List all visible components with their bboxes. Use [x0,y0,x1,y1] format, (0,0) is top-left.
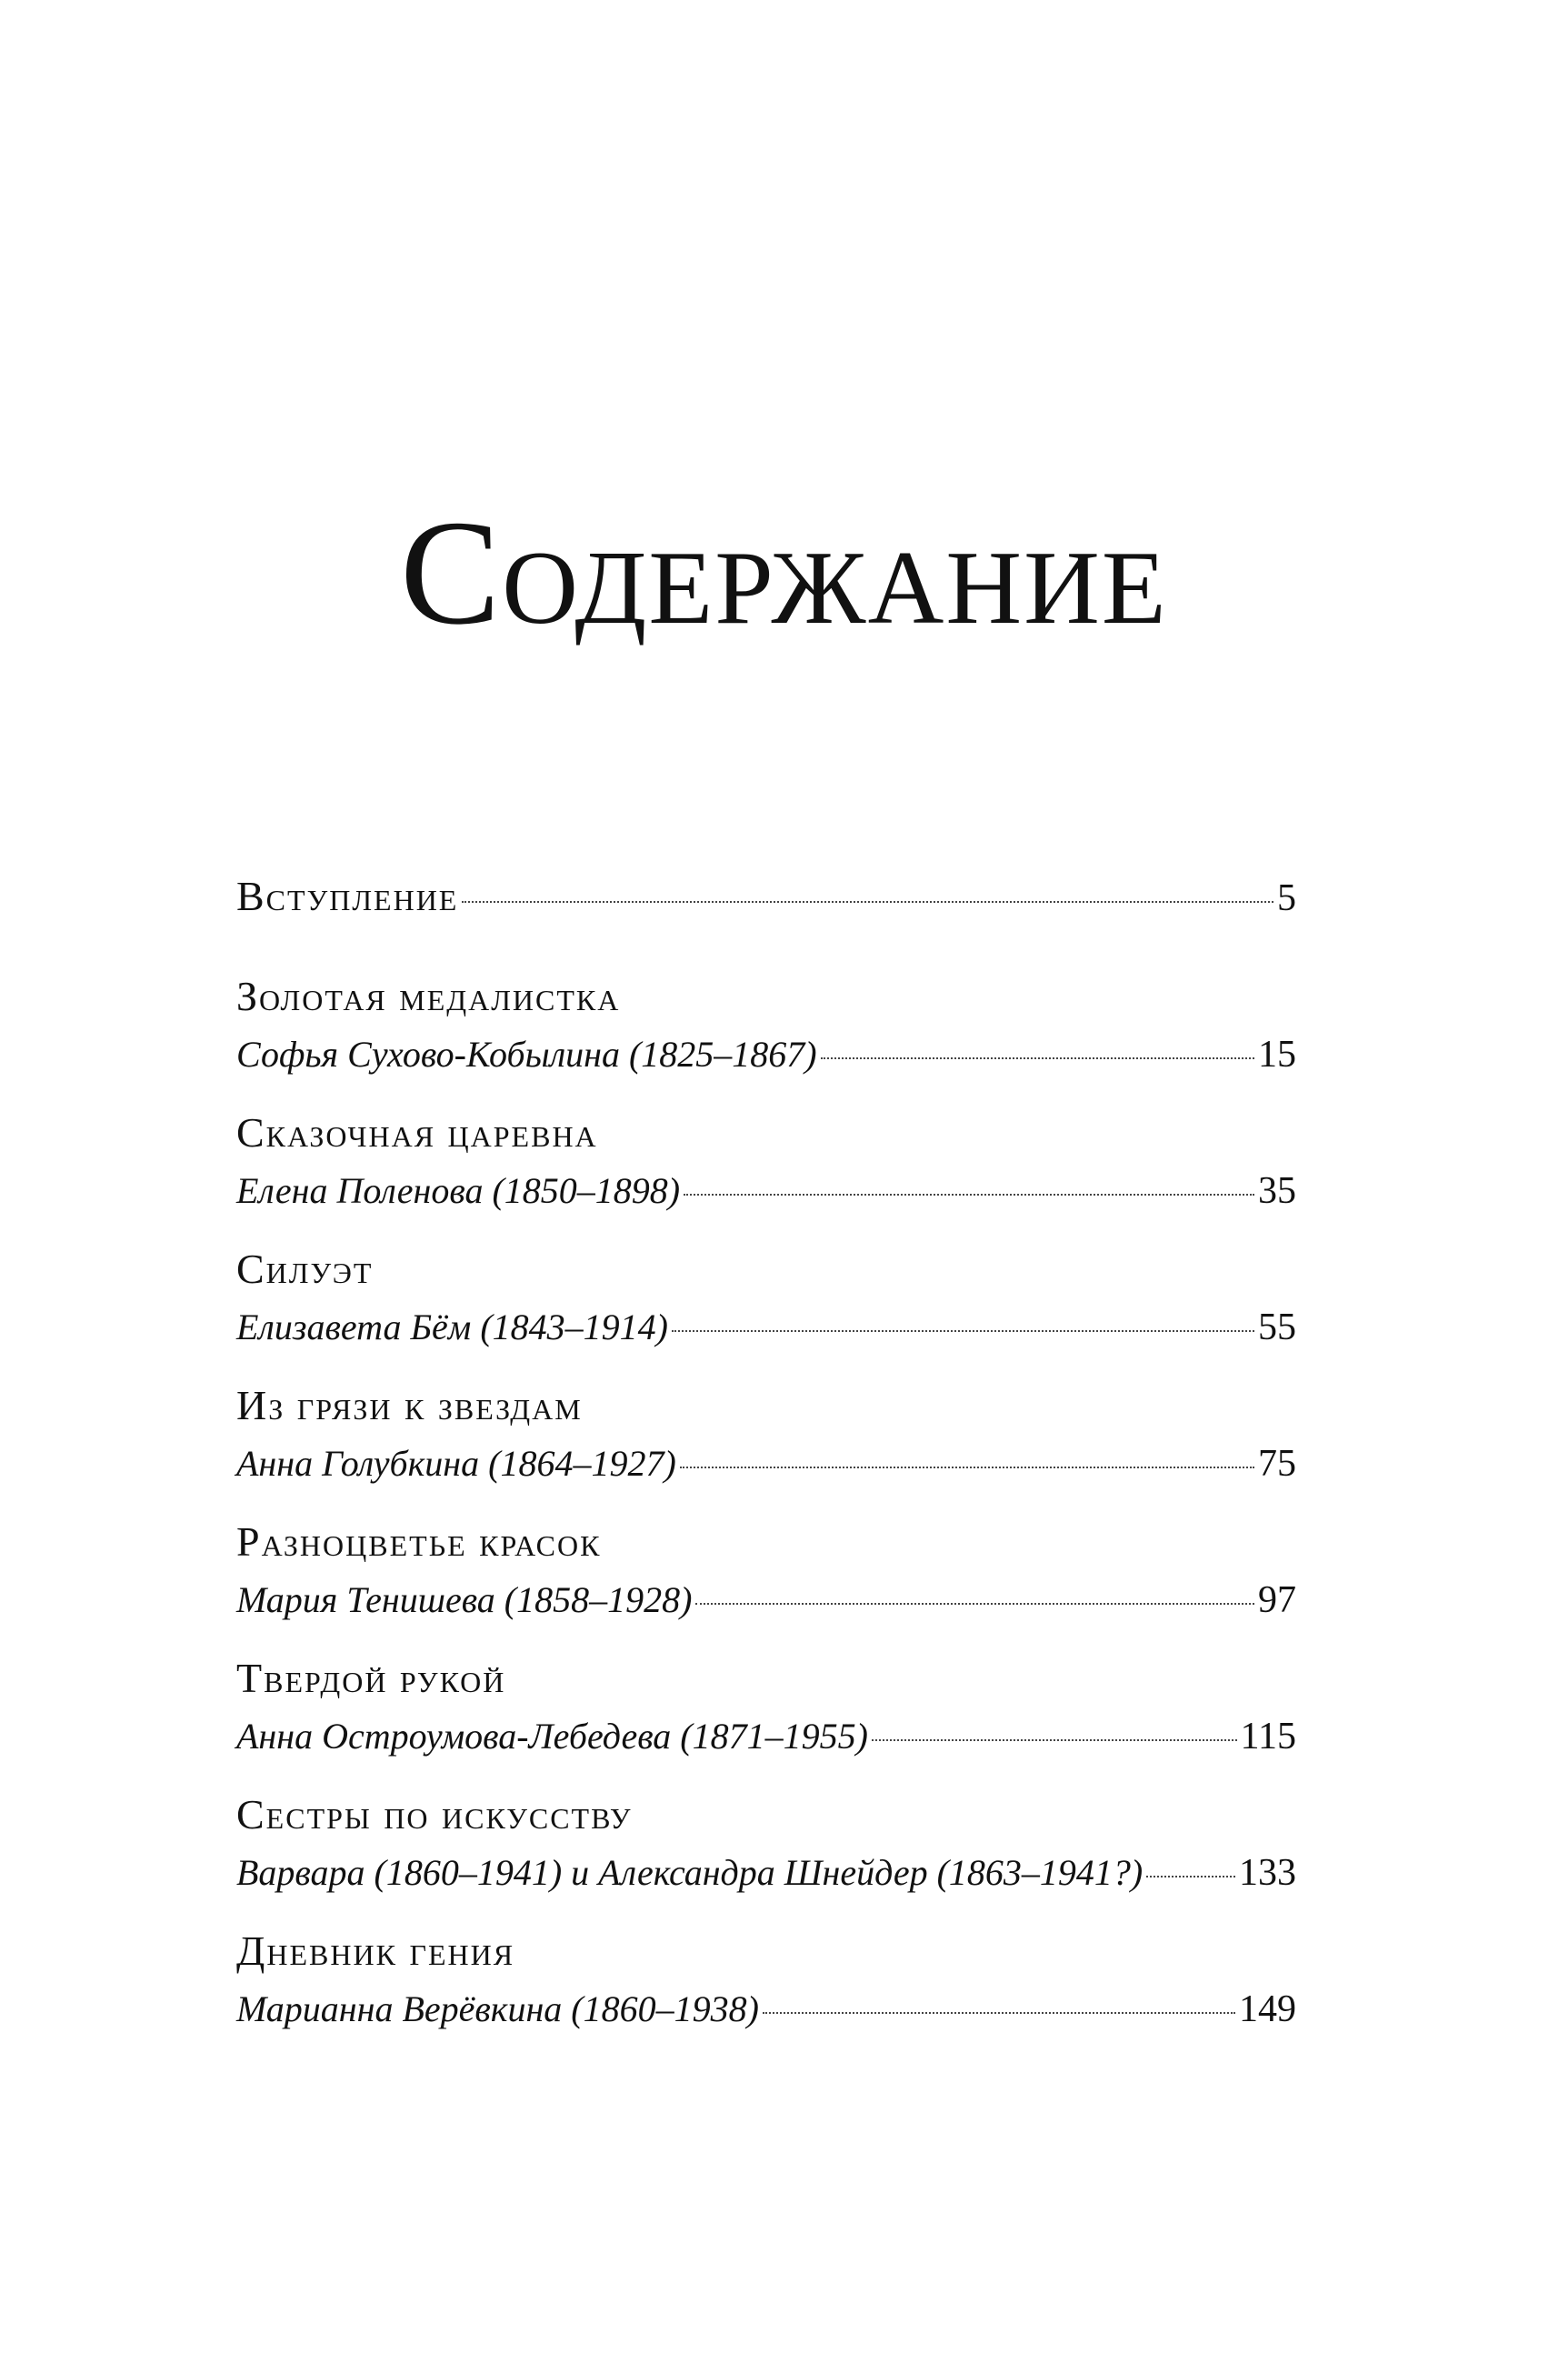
page-title: Содержание [400,489,1168,656]
toc-entry-heading: Вступление [236,873,459,919]
toc-page-number: 5 [1277,877,1296,919]
toc-page-number: 15 [1258,1034,1296,1076]
toc-entry-author: Анна Голубкина (1864–1927) [236,1443,676,1484]
toc-entry[interactable] [236,1240,1296,1377]
toc-entry[interactable] [236,1377,1296,1513]
toc-entry[interactable] [236,1104,1296,1240]
toc-entry-author: Анна Остроумова-Лебедева (1871–1955) [236,1716,868,1757]
toc-entry[interactable] [236,967,1296,1104]
dot-leader [684,1194,1254,1196]
toc-entry-author: Мария Тенишева (1858–1928) [236,1579,693,1620]
toc-entry-author: Варвара (1860–1941) и Александра Шнейдер (1863–1941?) [236,1852,1144,1893]
toc-entry-heading: Сестры по искусству [236,1791,633,1837]
toc-entry-heading: Из грязи к звездам [236,1382,583,1428]
toc-entry-heading: Силуэт [236,1246,374,1292]
table-of-contents [236,862,1296,2058]
toc-page-number: 35 [1258,1170,1296,1212]
toc-entry-heading: Дневник гения [236,1927,515,1974]
toc-page-number: 133 [1239,1852,1296,1894]
toc-entry-author: Елизавета Бём (1843–1914) [236,1307,668,1347]
toc-entry[interactable] [236,1922,1296,2058]
toc-entry[interactable] [236,1513,1296,1649]
dot-leader [763,2012,1235,2014]
toc-entry-heading: Золотая медалистка [236,973,621,1019]
toc-page-number: 55 [1258,1307,1296,1348]
toc-entry-author: Софья Сухово-Кобылина (1825–1867) [236,1034,817,1075]
toc-entry-author: Марианна Верёвкина (1860–1938) [236,1988,759,2029]
dot-leader [872,1739,1237,1741]
toc-entry[interactable] [236,1786,1296,1922]
toc-page-number: 115 [1240,1716,1296,1757]
dot-leader [821,1057,1254,1059]
dot-leader [1146,1876,1235,1877]
toc-entry-heading: Сказочная царевна [236,1109,598,1156]
dot-leader [462,901,1273,903]
toc-entry-intro[interactable] [236,862,1296,931]
toc-page-number: 149 [1239,1988,1296,2030]
dot-leader [680,1467,1254,1468]
dot-leader [695,1603,1254,1605]
toc-entry-heading: Разноцветье красок [236,1518,602,1565]
toc-page-number: 97 [1258,1579,1296,1621]
dot-leader [672,1330,1254,1332]
toc-entry[interactable] [236,1649,1296,1786]
toc-page-number: 75 [1258,1443,1296,1485]
toc-entry-heading: Твердой рукой [236,1655,506,1701]
toc-entry-author: Елена Поленова (1850–1898) [236,1170,681,1211]
